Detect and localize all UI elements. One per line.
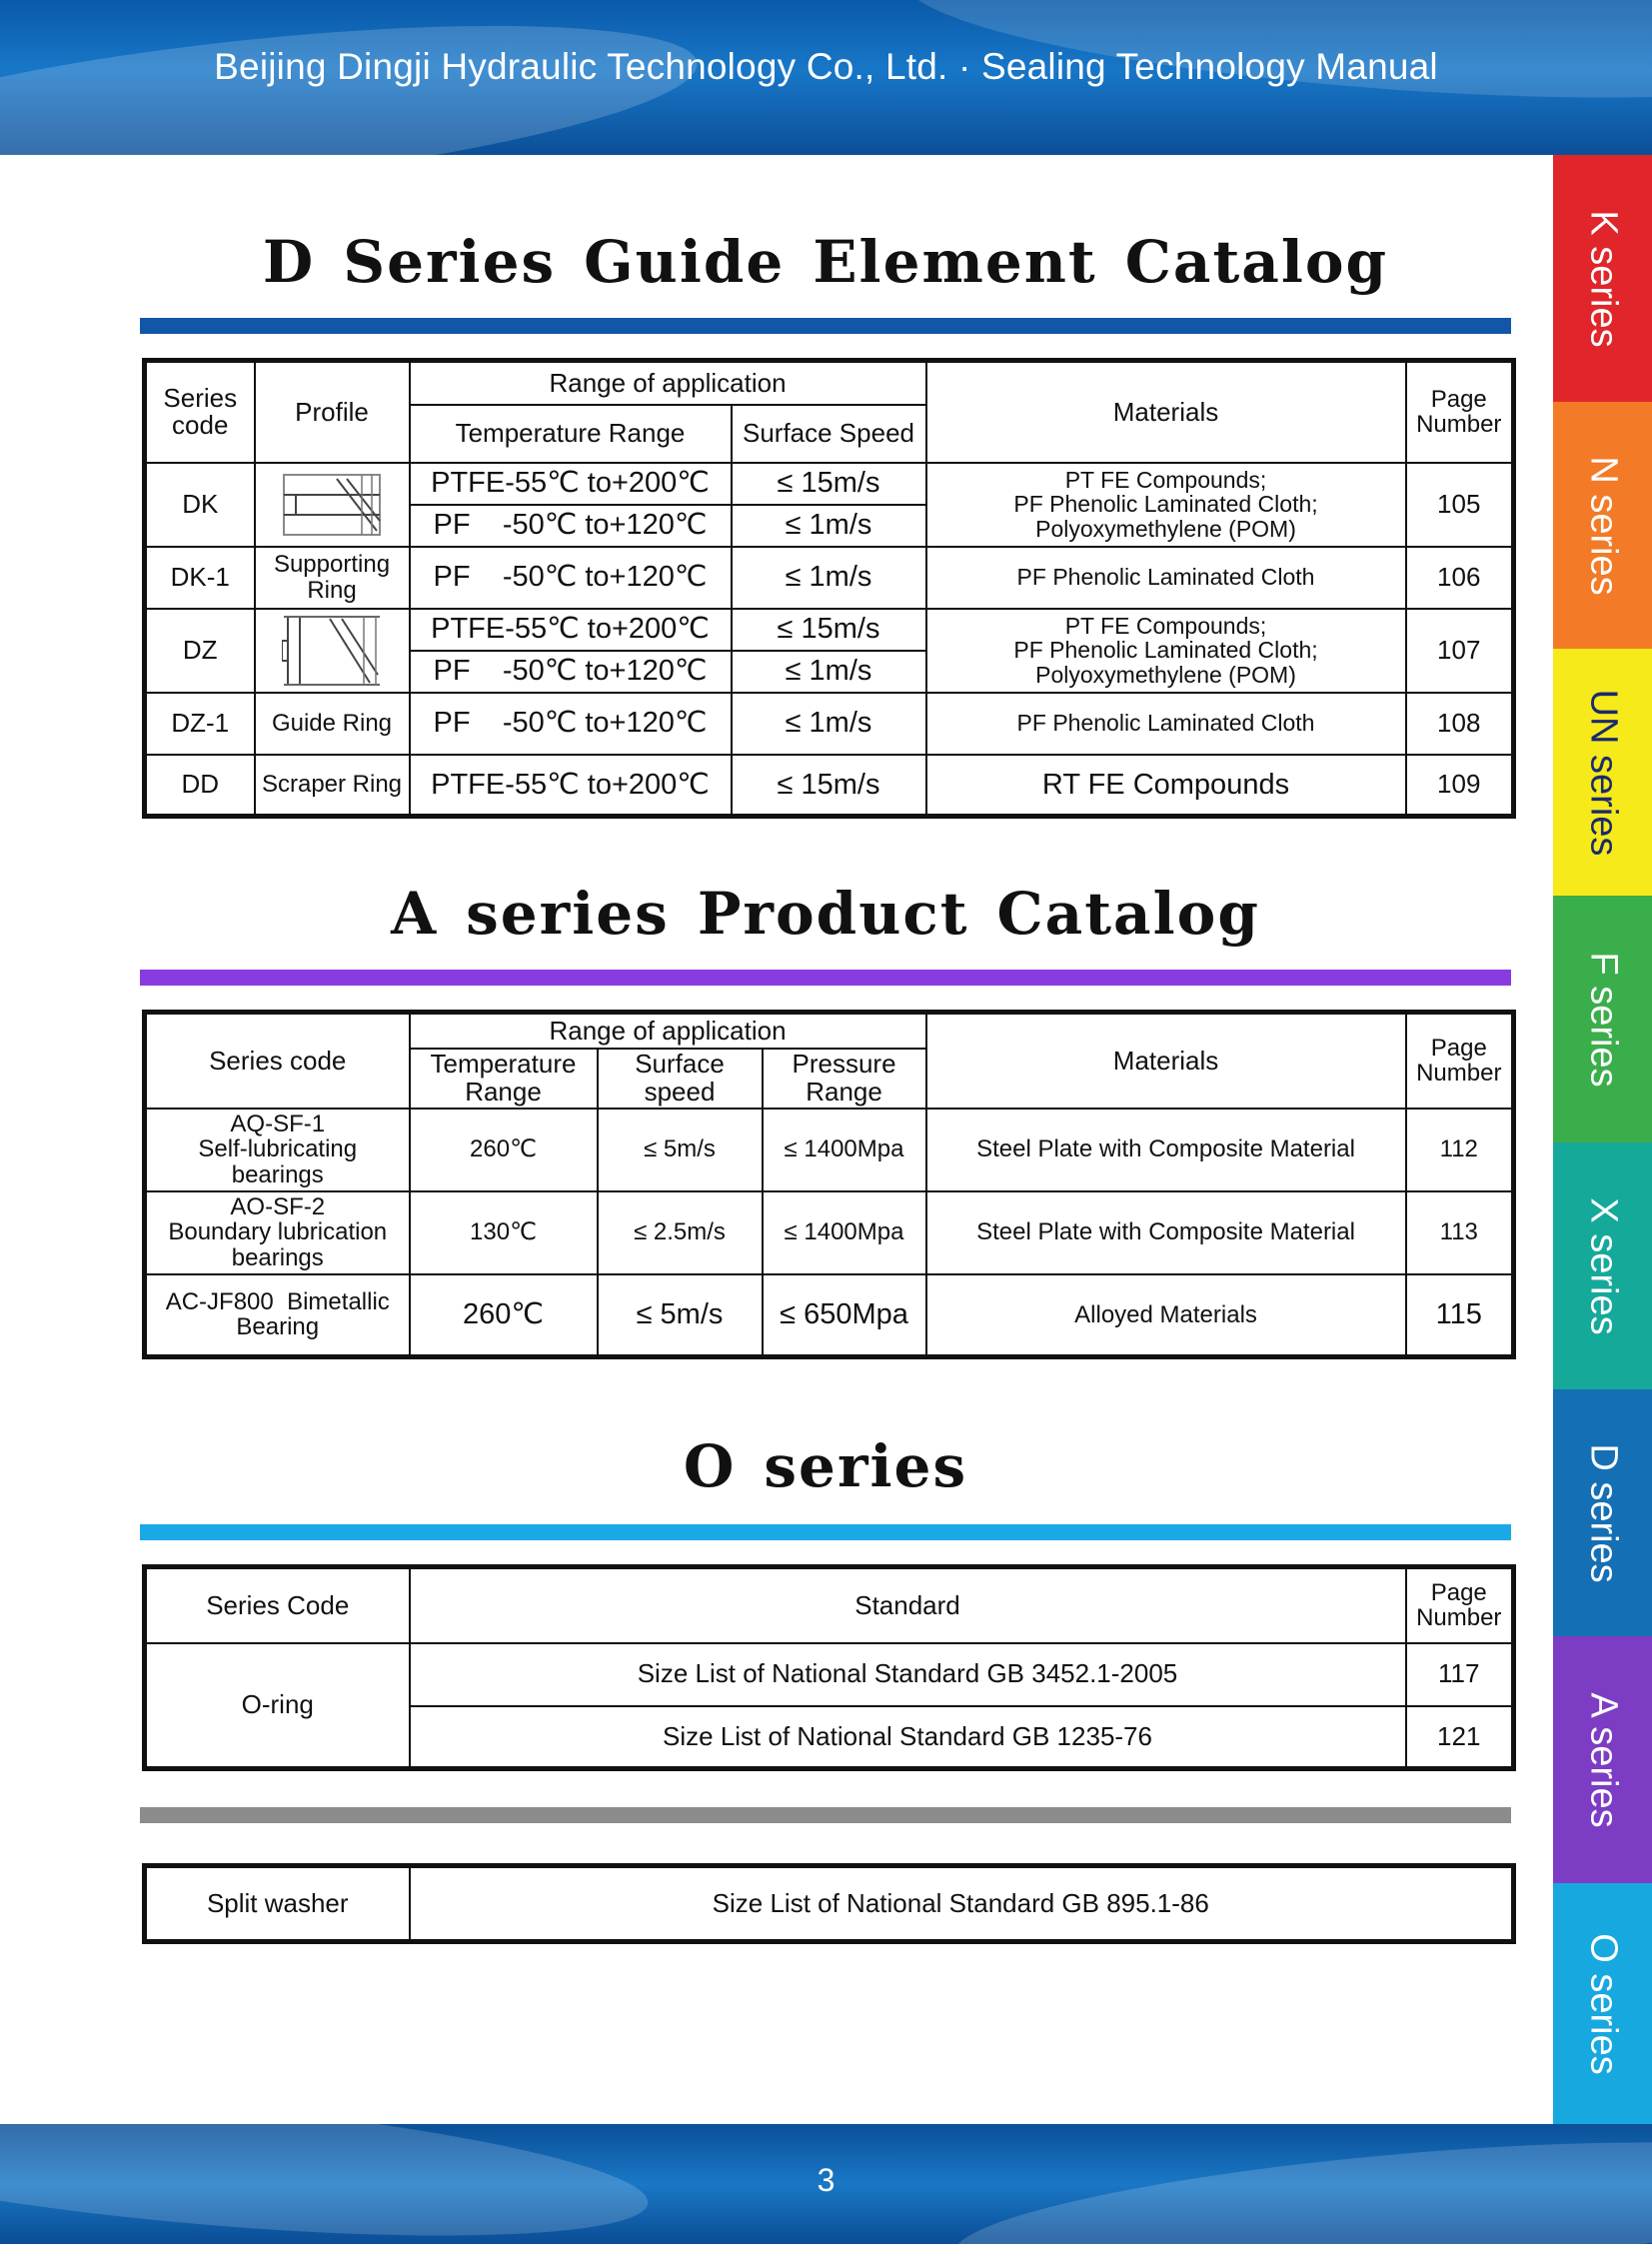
- temperature-range: PF -50℃ to+120℃: [410, 505, 732, 547]
- col-header-page-number: Page Number: [1406, 1567, 1514, 1643]
- title-word: D: [262, 228, 316, 296]
- standard: Size List of National Standard GB 1235-76: [410, 1706, 1406, 1769]
- series-code: DZ-1: [145, 693, 255, 755]
- o-series-title: [140, 1432, 1511, 1500]
- table-row: [145, 1191, 1514, 1274]
- split-washer-rule: [140, 1807, 1511, 1823]
- page-number: 106: [1406, 547, 1514, 609]
- materials: PF Phenolic Laminated Cloth: [926, 693, 1406, 755]
- tab-x-series[interactable]: [1553, 1142, 1652, 1389]
- page-number: 117: [1406, 1643, 1514, 1706]
- tab-label: A series: [1582, 1691, 1624, 1828]
- col-header-surface-speed: Surface speed: [598, 1049, 763, 1109]
- series-code: AO-SF-2 Boundary lubrication bearings: [145, 1191, 410, 1274]
- tab-label: UN series: [1582, 689, 1624, 856]
- tab-n-series[interactable]: [1553, 402, 1652, 649]
- dk-profile-icon: [282, 473, 382, 537]
- materials: PT FE Compounds; PF Phenolic Laminated Cloth; Polyoxymethylene (POM): [926, 609, 1406, 693]
- title-word: Series: [343, 228, 557, 296]
- table-row: [145, 1866, 1514, 1942]
- tab-label: K series: [1582, 209, 1624, 348]
- series-code: DK-1: [145, 547, 255, 609]
- surface-speed: ≤ 5m/s: [598, 1109, 763, 1191]
- d-series-title: [140, 228, 1511, 296]
- col-header-materials: Materials: [926, 1013, 1406, 1109]
- col-header-series-code: Series code: [145, 1013, 410, 1109]
- col-header-range: Range of application: [410, 1013, 926, 1049]
- d-series-table: [142, 358, 1516, 819]
- temperature: 130℃: [410, 1191, 598, 1274]
- temperature-range: PF -50℃ to+120℃: [410, 547, 732, 609]
- temperature-range: PTFE-55℃ to+200℃: [410, 755, 732, 817]
- col-header-temperature: Temperature Range: [410, 405, 732, 463]
- surface-speed: ≤ 15m/s: [732, 755, 926, 817]
- surface-speed: ≤ 15m/s: [732, 609, 926, 651]
- col-header-materials: Materials: [926, 361, 1406, 463]
- col-header-profile: Profile: [255, 361, 410, 463]
- pressure-range: ≤ 1400Mpa: [763, 1191, 926, 1274]
- materials: Alloyed Materials: [926, 1274, 1406, 1357]
- title-word: series: [466, 880, 670, 948]
- col-header-pressure: Pressure Range: [763, 1049, 926, 1109]
- table-row: [145, 609, 1514, 651]
- tab-d-series[interactable]: [1553, 1389, 1652, 1636]
- table-row: [145, 1643, 1514, 1706]
- temperature: 260℃: [410, 1109, 598, 1191]
- tab-label: F series: [1582, 951, 1624, 1088]
- page-number: 3: [817, 2162, 835, 2198]
- dk-profile-icon: [255, 463, 410, 547]
- table-row: [145, 463, 1514, 505]
- dz-profile-icon: [282, 615, 382, 687]
- page-number: 105: [1406, 463, 1514, 547]
- dz-profile-icon: [255, 609, 410, 693]
- col-header-page-number: Page Number: [1406, 361, 1514, 463]
- title-word: Catalog: [1124, 228, 1389, 296]
- standard: Size List of National Standard GB 3452.1-2005: [410, 1643, 1406, 1706]
- series-code: DD: [145, 755, 255, 817]
- materials: PT FE Compounds; PF Phenolic Laminated Cloth; Polyoxymethylene (POM): [926, 463, 1406, 547]
- page-header: [0, 0, 1652, 155]
- col-header-standard: Standard: [410, 1567, 1406, 1643]
- table-row: [145, 693, 1514, 755]
- table-row: [145, 1274, 1514, 1357]
- title-word: Element: [813, 228, 1097, 296]
- d-series-rule: [140, 318, 1511, 334]
- page-number: 121: [1406, 1706, 1514, 1769]
- page-number: 112: [1406, 1109, 1514, 1191]
- o-series-table: [142, 1564, 1516, 1771]
- page-number: 108: [1406, 693, 1514, 755]
- tab-label: X series: [1582, 1196, 1624, 1335]
- col-header-range: Range of application: [410, 361, 926, 405]
- series-code: DZ: [145, 609, 255, 693]
- temperature-range: PF -50℃ to+120℃: [410, 651, 732, 693]
- tab-f-series[interactable]: [1553, 896, 1652, 1142]
- table-row: [145, 755, 1514, 817]
- series-code: DK: [145, 463, 255, 547]
- series-side-tabs: [1553, 155, 1652, 2124]
- series-code: O-ring: [145, 1643, 410, 1769]
- tab-label: D series: [1582, 1442, 1624, 1583]
- materials: Steel Plate with Composite Material: [926, 1109, 1406, 1191]
- materials: Steel Plate with Composite Material: [926, 1191, 1406, 1274]
- title-word: Product: [697, 880, 969, 948]
- a-series-rule: [140, 970, 1511, 986]
- page-number: 107: [1406, 609, 1514, 693]
- tab-un-series[interactable]: [1553, 649, 1652, 896]
- page-number: 115: [1406, 1274, 1514, 1357]
- surface-speed: ≤ 2.5m/s: [598, 1191, 763, 1274]
- title-word: Catalog: [996, 880, 1260, 948]
- surface-speed: ≤ 1m/s: [732, 547, 926, 609]
- a-series-title: [140, 880, 1511, 948]
- title-word: Guide: [584, 228, 786, 296]
- pressure-range: ≤ 650Mpa: [763, 1274, 926, 1357]
- profile: Scraper Ring: [255, 755, 410, 817]
- surface-speed: ≤ 15m/s: [732, 463, 926, 505]
- tab-o-series[interactable]: [1553, 1883, 1652, 2124]
- title-word: A: [391, 880, 439, 948]
- surface-speed: ≤ 1m/s: [732, 505, 926, 547]
- pressure-range: ≤ 1400Mpa: [763, 1109, 926, 1191]
- temperature-range: PF -50℃ to+120℃: [410, 693, 732, 755]
- temperature-range: PTFE-55℃ to+200℃: [410, 609, 732, 651]
- table-row: [145, 547, 1514, 609]
- profile: Supporting Ring: [255, 547, 410, 609]
- standard: Size List of National Standard GB 895.1-86: [410, 1866, 1514, 1942]
- temperature-range: PTFE-55℃ to+200℃: [410, 463, 732, 505]
- surface-speed: ≤ 1m/s: [732, 651, 926, 693]
- surface-speed: ≤ 5m/s: [598, 1274, 763, 1357]
- page-number: 113: [1406, 1191, 1514, 1274]
- col-header-temperature: Temperature Range: [410, 1049, 598, 1109]
- tab-a-series[interactable]: [1553, 1636, 1652, 1883]
- col-header-series-code: Series code: [145, 361, 255, 463]
- table-row: [145, 1109, 1514, 1191]
- series-code: AQ-SF-1 Self-lubricating bearings: [145, 1109, 410, 1191]
- page-number: 109: [1406, 755, 1514, 817]
- materials: PF Phenolic Laminated Cloth: [926, 547, 1406, 609]
- materials: RT FE Compounds: [926, 755, 1406, 817]
- tab-label: O series: [1582, 1932, 1624, 2075]
- a-series-table: [142, 1010, 1516, 1359]
- series-code: Split washer: [145, 1866, 410, 1942]
- page-footer: [0, 2124, 1652, 2244]
- title-word: series: [764, 1432, 968, 1500]
- surface-speed: ≤ 1m/s: [732, 693, 926, 755]
- temperature: 260℃: [410, 1274, 598, 1357]
- split-washer-table: [142, 1863, 1516, 1944]
- col-header-page-number: Page Number: [1406, 1013, 1514, 1109]
- o-series-rule: [140, 1524, 1511, 1540]
- col-header-surface-speed: Surface Speed: [732, 405, 926, 463]
- col-header-series-code: Series Code: [145, 1567, 410, 1643]
- series-code: AC-JF800 Bimetallic Bearing: [145, 1274, 410, 1357]
- header-title: Beijing Dingji Hydraulic Technology Co., Ltd. · Sealing Technology Manual: [214, 46, 1438, 87]
- title-word: O: [683, 1432, 737, 1500]
- tab-label: N series: [1582, 455, 1624, 596]
- tab-k-series[interactable]: [1553, 155, 1652, 402]
- profile: Guide Ring: [255, 693, 410, 755]
